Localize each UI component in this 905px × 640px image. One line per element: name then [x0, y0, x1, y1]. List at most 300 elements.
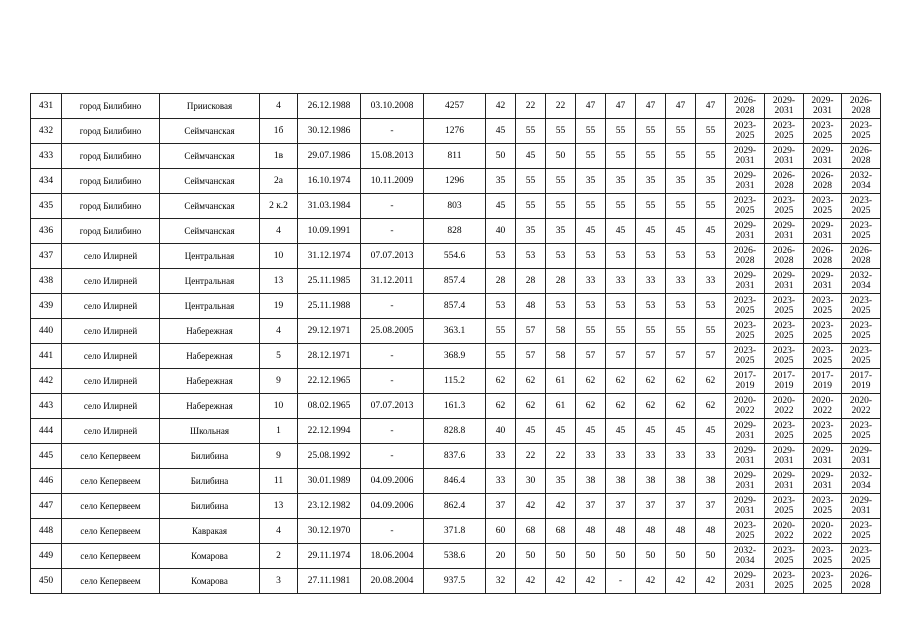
settlement-cell: село Кепервеем	[62, 469, 160, 494]
wear-value-cell: 47	[666, 94, 696, 119]
wear-value-cell: 50	[666, 544, 696, 569]
wear-value-cell: 53	[636, 244, 666, 269]
wear-value-cell: 55	[666, 144, 696, 169]
area-cell: 803	[424, 194, 486, 219]
wear-value-cell: 53	[576, 244, 606, 269]
wear-value-cell: 55	[546, 194, 576, 219]
area-cell: 846.4	[424, 469, 486, 494]
repair-period-cell: 2023-2025	[804, 419, 842, 444]
wear-value-cell: 48	[576, 519, 606, 544]
commission-date-cell: 25.08.1992	[298, 444, 361, 469]
wear-value-cell: 50	[546, 544, 576, 569]
house-number-cell: 9	[260, 369, 298, 394]
repair-period-cell: 2029-2031	[804, 94, 842, 119]
table-row	[31, 269, 881, 294]
wear-value-cell: 58	[546, 344, 576, 369]
repair-period-cell: 2023-2025	[726, 294, 765, 319]
wear-value-cell: 55	[636, 194, 666, 219]
row-number-cell: 441	[31, 344, 62, 369]
repair-period-cell: 2023-2025	[804, 119, 842, 144]
table-row	[31, 169, 881, 194]
commission-date-cell: 30.12.1986	[298, 119, 361, 144]
street-cell: Набережная	[160, 344, 260, 369]
row-number-cell: 443	[31, 394, 62, 419]
commission-date-cell: 23.12.1982	[298, 494, 361, 519]
street-cell: Центральная	[160, 269, 260, 294]
repair-period-cell: 2023-2025	[726, 319, 765, 344]
settlement-cell: село Кепервеем	[62, 519, 160, 544]
commission-date-cell: 22.12.1994	[298, 419, 361, 444]
repair-period-cell: 2029-2031	[804, 144, 842, 169]
settlement-cell: село Кепервеем	[62, 569, 160, 594]
repair-period-cell: 2023-2025	[842, 294, 881, 319]
wear-value-cell: 28	[546, 269, 576, 294]
row-number-cell: 435	[31, 194, 62, 219]
street-cell: Билибина	[160, 444, 260, 469]
wear-value-cell: 68	[516, 519, 546, 544]
wear-value-cell: 22	[546, 444, 576, 469]
wear-value-cell: 55	[696, 119, 726, 144]
area-cell: 857.4	[424, 269, 486, 294]
wear-value-cell: 47	[636, 94, 666, 119]
street-cell: Сеймчанская	[160, 219, 260, 244]
street-cell: Сеймчанская	[160, 119, 260, 144]
wear-value-cell: 48	[516, 294, 546, 319]
repair-period-cell: 2023-2025	[726, 519, 765, 544]
repair-period-cell: 2029-2031	[765, 144, 804, 169]
repair-period-cell: 2029-2031	[804, 219, 842, 244]
row-number-cell: 450	[31, 569, 62, 594]
wear-value-cell: 55	[516, 119, 546, 144]
wear-value-cell: 45	[576, 419, 606, 444]
repair-period-cell: 2023-2025	[842, 419, 881, 444]
repair-period-cell: 2026-2028	[804, 244, 842, 269]
repair-date-cell: 31.12.2011	[361, 269, 424, 294]
row-number-cell: 448	[31, 519, 62, 544]
table-row	[31, 394, 881, 419]
repair-period-cell: 2023-2025	[765, 319, 804, 344]
wear-value-cell: 55	[636, 119, 666, 144]
repair-date-cell: 04.09.2006	[361, 469, 424, 494]
wear-value-cell: 37	[636, 494, 666, 519]
street-cell: Центральная	[160, 294, 260, 319]
wear-value-cell: 45	[636, 419, 666, 444]
area-cell: 1276	[424, 119, 486, 144]
settlement-cell: город Билибино	[62, 144, 160, 169]
wear-value-cell: 55	[606, 119, 636, 144]
wear-value-cell: 42	[636, 569, 666, 594]
street-cell: Набережная	[160, 394, 260, 419]
area-cell: 554.6	[424, 244, 486, 269]
wear-value-cell: 57	[576, 344, 606, 369]
wear-value-cell: 55	[576, 194, 606, 219]
commission-date-cell: 31.03.1984	[298, 194, 361, 219]
wear-value-cell: 55	[516, 194, 546, 219]
repair-date-cell: 18.06.2004	[361, 544, 424, 569]
row-number-cell: 437	[31, 244, 62, 269]
repair-period-cell: 2020-2022	[765, 394, 804, 419]
wear-value-cell: 35	[546, 469, 576, 494]
house-number-cell: 3	[260, 569, 298, 594]
wear-value-cell: 38	[576, 469, 606, 494]
repair-period-cell: 2023-2025	[765, 569, 804, 594]
repair-period-cell: 2023-2025	[804, 494, 842, 519]
wear-value-cell: 22	[516, 94, 546, 119]
wear-value-cell: 33	[636, 444, 666, 469]
commission-date-cell: 31.12.1974	[298, 244, 361, 269]
repair-period-cell: 2023-2025	[804, 319, 842, 344]
wear-value-cell: 45	[696, 419, 726, 444]
wear-value-cell: 28	[486, 269, 516, 294]
area-cell: 828.8	[424, 419, 486, 444]
wear-value-cell: 37	[576, 494, 606, 519]
wear-value-cell: 42	[666, 569, 696, 594]
street-cell: Приисковая	[160, 94, 260, 119]
repair-period-cell: 2032-2034	[842, 269, 881, 294]
wear-value-cell: 60	[486, 519, 516, 544]
wear-value-cell: 30	[516, 469, 546, 494]
wear-value-cell: 33	[696, 269, 726, 294]
settlement-cell: село Илирней	[62, 319, 160, 344]
repair-period-cell: 2017-2019	[842, 369, 881, 394]
wear-value-cell: 33	[576, 444, 606, 469]
row-number-cell: 431	[31, 94, 62, 119]
house-number-cell: 4	[260, 94, 298, 119]
wear-value-cell: 42	[516, 494, 546, 519]
wear-value-cell: 55	[576, 144, 606, 169]
wear-value-cell: 38	[666, 469, 696, 494]
wear-value-cell: 55	[696, 194, 726, 219]
wear-value-cell: 57	[516, 319, 546, 344]
repair-period-cell: 2029-2031	[726, 419, 765, 444]
wear-value-cell: 55	[546, 119, 576, 144]
settlement-cell: село Илирней	[62, 294, 160, 319]
wear-value-cell: 48	[606, 519, 636, 544]
repair-period-cell: 2029-2031	[765, 219, 804, 244]
area-cell: 937.5	[424, 569, 486, 594]
repair-date-cell: 07.07.2013	[361, 244, 424, 269]
row-number-cell: 449	[31, 544, 62, 569]
street-cell: Кавракая	[160, 519, 260, 544]
wear-value-cell: -	[606, 569, 636, 594]
wear-value-cell: 57	[606, 344, 636, 369]
row-number-cell: 439	[31, 294, 62, 319]
wear-value-cell: 53	[696, 244, 726, 269]
street-cell: Сеймчанская	[160, 194, 260, 219]
wear-value-cell: 57	[666, 344, 696, 369]
row-number-cell: 444	[31, 419, 62, 444]
wear-value-cell: 62	[636, 369, 666, 394]
area-cell: 371.8	[424, 519, 486, 544]
house-number-cell: 1б	[260, 119, 298, 144]
house-number-cell: 5	[260, 344, 298, 369]
wear-value-cell: 40	[486, 419, 516, 444]
wear-value-cell: 33	[486, 469, 516, 494]
wear-value-cell: 62	[666, 369, 696, 394]
wear-value-cell: 33	[666, 444, 696, 469]
wear-value-cell: 55	[576, 119, 606, 144]
wear-value-cell: 45	[666, 219, 696, 244]
wear-value-cell: 53	[546, 244, 576, 269]
street-cell: Комарова	[160, 569, 260, 594]
wear-value-cell: 55	[576, 319, 606, 344]
wear-value-cell: 48	[636, 519, 666, 544]
repair-period-cell: 2029-2031	[726, 494, 765, 519]
wear-value-cell: 53	[516, 244, 546, 269]
wear-value-cell: 53	[666, 294, 696, 319]
street-cell: Школьная	[160, 419, 260, 444]
wear-value-cell: 55	[666, 194, 696, 219]
repair-date-cell: 15.08.2013	[361, 144, 424, 169]
repair-period-cell: 2023-2025	[765, 194, 804, 219]
wear-value-cell: 37	[606, 494, 636, 519]
house-number-cell: 19	[260, 294, 298, 319]
wear-value-cell: 37	[486, 494, 516, 519]
wear-value-cell: 57	[516, 344, 546, 369]
settlement-cell: село Кепервеем	[62, 544, 160, 569]
area-cell: 115.2	[424, 369, 486, 394]
wear-value-cell: 47	[576, 94, 606, 119]
commission-date-cell: 26.12.1988	[298, 94, 361, 119]
repair-period-cell: 2029-2031	[726, 219, 765, 244]
wear-value-cell: 28	[516, 269, 546, 294]
wear-value-cell: 55	[636, 144, 666, 169]
wear-value-cell: 35	[486, 169, 516, 194]
wear-value-cell: 50	[486, 144, 516, 169]
repair-period-cell: 2023-2025	[842, 344, 881, 369]
street-cell: Комарова	[160, 544, 260, 569]
commission-date-cell: 30.12.1970	[298, 519, 361, 544]
wear-value-cell: 50	[516, 544, 546, 569]
wear-value-cell: 42	[576, 569, 606, 594]
street-cell: Сеймчанская	[160, 169, 260, 194]
commission-date-cell: 25.11.1985	[298, 269, 361, 294]
area-cell: 368.9	[424, 344, 486, 369]
repair-period-cell: 2029-2031	[765, 269, 804, 294]
repair-period-cell: 2020-2022	[804, 519, 842, 544]
table-row	[31, 219, 881, 244]
street-cell: Сеймчанская	[160, 144, 260, 169]
repair-period-cell: 2023-2025	[842, 519, 881, 544]
area-cell: 4257	[424, 94, 486, 119]
repair-period-cell: 2029-2031	[765, 94, 804, 119]
house-number-cell: 13	[260, 269, 298, 294]
area-cell: 161.3	[424, 394, 486, 419]
settlement-cell: город Билибино	[62, 119, 160, 144]
table-row	[31, 419, 881, 444]
row-number-cell: 440	[31, 319, 62, 344]
wear-value-cell: 38	[696, 469, 726, 494]
wear-value-cell: 40	[486, 219, 516, 244]
wear-value-cell: 33	[576, 269, 606, 294]
commission-date-cell: 30.01.1989	[298, 469, 361, 494]
table-row	[31, 244, 881, 269]
repair-period-cell: 2023-2025	[765, 419, 804, 444]
repair-period-cell: 2032-2034	[842, 469, 881, 494]
house-number-cell: 2	[260, 544, 298, 569]
settlement-cell: город Билибино	[62, 194, 160, 219]
wear-value-cell: 62	[576, 369, 606, 394]
wear-value-cell: 62	[486, 394, 516, 419]
house-number-cell: 10	[260, 244, 298, 269]
commission-date-cell: 27.11.1981	[298, 569, 361, 594]
table-row	[31, 369, 881, 394]
row-number-cell: 445	[31, 444, 62, 469]
wear-value-cell: 62	[636, 394, 666, 419]
repair-period-cell: 2023-2025	[804, 194, 842, 219]
commission-date-cell: 29.07.1986	[298, 144, 361, 169]
repair-period-cell: 2029-2031	[726, 269, 765, 294]
street-cell: Билибина	[160, 469, 260, 494]
wear-value-cell: 55	[606, 194, 636, 219]
wear-value-cell: 42	[486, 94, 516, 119]
table-row	[31, 119, 881, 144]
wear-value-cell: 62	[516, 369, 546, 394]
row-number-cell: 438	[31, 269, 62, 294]
settlement-cell: село Илирней	[62, 394, 160, 419]
wear-value-cell: 53	[696, 294, 726, 319]
house-number-cell: 1в	[260, 144, 298, 169]
wear-value-cell: 62	[696, 394, 726, 419]
table-row	[31, 294, 881, 319]
wear-value-cell: 48	[666, 519, 696, 544]
row-number-cell: 446	[31, 469, 62, 494]
wear-value-cell: 62	[606, 394, 636, 419]
table-row	[31, 519, 881, 544]
wear-value-cell: 68	[546, 519, 576, 544]
repair-period-cell: 2023-2025	[842, 219, 881, 244]
wear-value-cell: 55	[666, 319, 696, 344]
repair-period-cell: 2026-2028	[842, 244, 881, 269]
repair-period-cell: 2026-2028	[726, 94, 765, 119]
table-row	[31, 494, 881, 519]
wear-value-cell: 42	[546, 569, 576, 594]
wear-value-cell: 57	[636, 344, 666, 369]
commission-date-cell: 29.11.1974	[298, 544, 361, 569]
commission-date-cell: 08.02.1965	[298, 394, 361, 419]
repair-period-cell: 2029-2031	[726, 444, 765, 469]
wear-value-cell: 33	[666, 269, 696, 294]
repair-date-cell: 25.08.2005	[361, 319, 424, 344]
repair-period-cell: 2026-2028	[804, 169, 842, 194]
repair-period-cell: 2023-2025	[804, 569, 842, 594]
repair-date-cell: -	[361, 419, 424, 444]
wear-value-cell: 50	[696, 544, 726, 569]
wear-value-cell: 53	[666, 244, 696, 269]
row-number-cell: 436	[31, 219, 62, 244]
table-row	[31, 444, 881, 469]
repair-period-cell: 2026-2028	[726, 244, 765, 269]
wear-value-cell: 45	[516, 144, 546, 169]
street-cell: Набережная	[160, 319, 260, 344]
repair-date-cell: -	[361, 194, 424, 219]
wear-value-cell: 48	[696, 519, 726, 544]
repair-period-cell: 2023-2025	[842, 544, 881, 569]
house-number-cell: 11	[260, 469, 298, 494]
repair-date-cell: -	[361, 519, 424, 544]
settlement-cell: село Кепервеем	[62, 444, 160, 469]
commission-date-cell: 25.11.1988	[298, 294, 361, 319]
house-number-cell: 4	[260, 519, 298, 544]
area-cell: 363.1	[424, 319, 486, 344]
wear-value-cell: 38	[606, 469, 636, 494]
repair-period-cell: 2023-2025	[726, 344, 765, 369]
wear-value-cell: 55	[606, 319, 636, 344]
repair-period-cell: 2023-2025	[842, 119, 881, 144]
wear-value-cell: 62	[666, 394, 696, 419]
repair-period-cell: 2029-2031	[804, 269, 842, 294]
repair-period-cell: 2017-2019	[726, 369, 765, 394]
wear-value-cell: 61	[546, 369, 576, 394]
repair-period-cell: 2029-2031	[804, 469, 842, 494]
repair-period-cell: 2023-2025	[842, 194, 881, 219]
wear-value-cell: 55	[546, 169, 576, 194]
wear-value-cell: 33	[606, 269, 636, 294]
repair-period-cell: 2026-2028	[842, 569, 881, 594]
row-number-cell: 433	[31, 144, 62, 169]
wear-value-cell: 55	[696, 144, 726, 169]
house-number-cell: 10	[260, 394, 298, 419]
wear-value-cell: 32	[486, 569, 516, 594]
table-row	[31, 319, 881, 344]
repair-period-cell: 2026-2028	[765, 169, 804, 194]
wear-value-cell: 55	[486, 344, 516, 369]
wear-value-cell: 42	[546, 494, 576, 519]
repair-date-cell: -	[361, 444, 424, 469]
wear-value-cell: 45	[606, 219, 636, 244]
row-number-cell: 442	[31, 369, 62, 394]
housing-register-table	[30, 93, 881, 594]
area-cell: 1296	[424, 169, 486, 194]
wear-value-cell: 55	[516, 169, 546, 194]
wear-value-cell: 45	[486, 194, 516, 219]
wear-value-cell: 50	[546, 144, 576, 169]
row-number-cell: 434	[31, 169, 62, 194]
settlement-cell: село Илирней	[62, 419, 160, 444]
wear-value-cell: 62	[576, 394, 606, 419]
table-row	[31, 544, 881, 569]
wear-value-cell: 62	[516, 394, 546, 419]
repair-period-cell: 2017-2019	[804, 369, 842, 394]
repair-period-cell: 2023-2025	[765, 544, 804, 569]
repair-period-cell: 2023-2025	[765, 294, 804, 319]
settlement-cell: город Билибино	[62, 94, 160, 119]
wear-value-cell: 45	[516, 419, 546, 444]
repair-period-cell: 2029-2031	[726, 469, 765, 494]
wear-value-cell: 42	[516, 569, 546, 594]
repair-date-cell: -	[361, 294, 424, 319]
wear-value-cell: 62	[486, 369, 516, 394]
wear-value-cell: 22	[546, 94, 576, 119]
repair-date-cell: 04.09.2006	[361, 494, 424, 519]
house-number-cell: 4	[260, 319, 298, 344]
repair-date-cell: -	[361, 369, 424, 394]
repair-period-cell: 2017-2019	[765, 369, 804, 394]
house-number-cell: 1	[260, 419, 298, 444]
repair-date-cell: 03.10.2008	[361, 94, 424, 119]
house-number-cell: 2а	[260, 169, 298, 194]
wear-value-cell: 33	[606, 444, 636, 469]
wear-value-cell: 33	[696, 444, 726, 469]
wear-value-cell: 50	[606, 544, 636, 569]
commission-date-cell: 16.10.1974	[298, 169, 361, 194]
settlement-cell: село Илирней	[62, 244, 160, 269]
wear-value-cell: 53	[546, 294, 576, 319]
repair-period-cell: 2032-2034	[726, 544, 765, 569]
wear-value-cell: 57	[696, 344, 726, 369]
repair-date-cell: -	[361, 219, 424, 244]
repair-period-cell: 2020-2022	[804, 394, 842, 419]
